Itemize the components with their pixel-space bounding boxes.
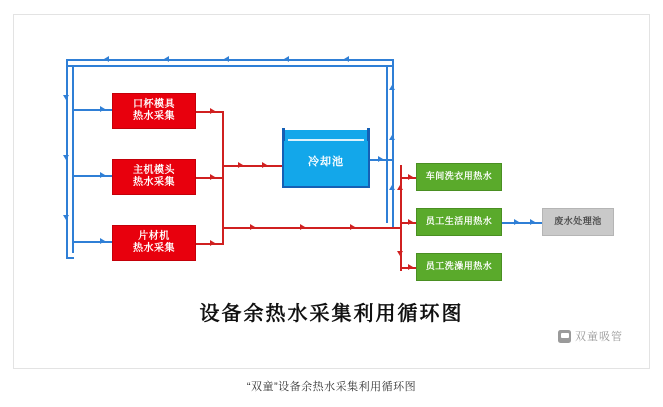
flow-arrow: [397, 251, 403, 256]
flow-arrow: [408, 219, 413, 225]
pipe-hot-out-1: [196, 111, 222, 113]
pipe-hot-out-3: [196, 243, 222, 245]
flow-arrow: [250, 224, 255, 230]
flow-arrow: [100, 172, 105, 178]
source-box-3-line1: 片材机: [138, 230, 170, 242]
cooling-pool[interactable]: [282, 130, 370, 188]
flow-arrow: [408, 264, 413, 270]
flow-arrow: [210, 174, 215, 180]
watermark-label: 双童吸管: [575, 331, 623, 343]
use-box-2[interactable]: [416, 208, 502, 236]
flow-arrow: [104, 56, 109, 62]
flow-arrow: [164, 56, 169, 62]
source-box-3-line2: 热水采集: [133, 243, 175, 254]
flow-arrow: [389, 85, 395, 90]
pipe-to-treatment: [502, 222, 542, 224]
treatment-box[interactable]: [542, 208, 614, 236]
pool-rim-right: [367, 128, 370, 141]
pipe-branch-source-1: [72, 109, 112, 111]
diagram-figure: [13, 14, 650, 369]
source-box-3[interactable]: [112, 225, 196, 261]
pipe-hot-out-2: [196, 177, 222, 179]
figure-caption: “双童”设备余热水采集利用循环图: [246, 381, 417, 393]
use-box-3[interactable]: [416, 253, 502, 281]
source-box-2[interactable]: [112, 159, 196, 195]
use-box-2-label: 员工生活用热水: [425, 216, 493, 227]
pipe-left-riser-inner: [72, 65, 74, 253]
flow-arrow: [63, 215, 69, 220]
flow-arrow: [350, 224, 355, 230]
treatment-box-label: 废水处理池: [554, 216, 602, 227]
flow-arrow: [238, 162, 243, 168]
flow-arrow: [300, 224, 305, 230]
flow-arrow: [378, 156, 383, 162]
flow-arrow: [389, 135, 395, 140]
flow-arrow: [100, 106, 105, 112]
pipe-branch-source-2: [72, 175, 112, 177]
pipe-hot-to-pool: [222, 165, 282, 167]
pipe-hot-collector: [222, 111, 224, 245]
use-box-3-label: 员工洗澡用热水: [425, 261, 493, 272]
flow-arrow: [408, 174, 413, 180]
cooling-pool-label: 冷却池: [308, 156, 344, 168]
source-box-1[interactable]: [112, 93, 196, 129]
source-box-1-line1: 口杯模具: [133, 98, 175, 110]
use-box-1[interactable]: [416, 163, 502, 191]
diagram-title: 设备余热水采集利用循环图: [199, 303, 464, 325]
pool-rim-left: [282, 128, 285, 141]
pipe-branch-source-3: [72, 241, 112, 243]
use-box-1-label: 车间洗衣用热水: [425, 171, 493, 182]
flow-arrow: [389, 185, 395, 190]
source-box-2-line1: 主机模头: [133, 164, 175, 176]
flow-arrow: [262, 162, 267, 168]
flow-arrow: [397, 185, 403, 190]
flow-arrow: [224, 56, 229, 62]
pipe-left-bottom: [66, 257, 74, 259]
watermark: [558, 328, 623, 344]
flow-arrow: [530, 219, 535, 225]
flow-arrow: [100, 238, 105, 244]
pool-water-line: [288, 139, 364, 141]
source-box-1-line2: 热水采集: [133, 111, 175, 122]
flow-arrow: [210, 108, 215, 114]
flow-arrow: [344, 56, 349, 62]
flow-arrow: [63, 95, 69, 100]
source-box-2-line2: 热水采集: [133, 177, 175, 188]
pipe-top-return-inner: [66, 65, 394, 67]
flow-arrow: [284, 56, 289, 62]
flow-arrow: [514, 219, 519, 225]
flow-arrow: [210, 240, 215, 246]
pipe-hot-lower-run: [222, 227, 400, 229]
flow-arrow: [63, 155, 69, 160]
wechat-icon: [558, 330, 571, 343]
